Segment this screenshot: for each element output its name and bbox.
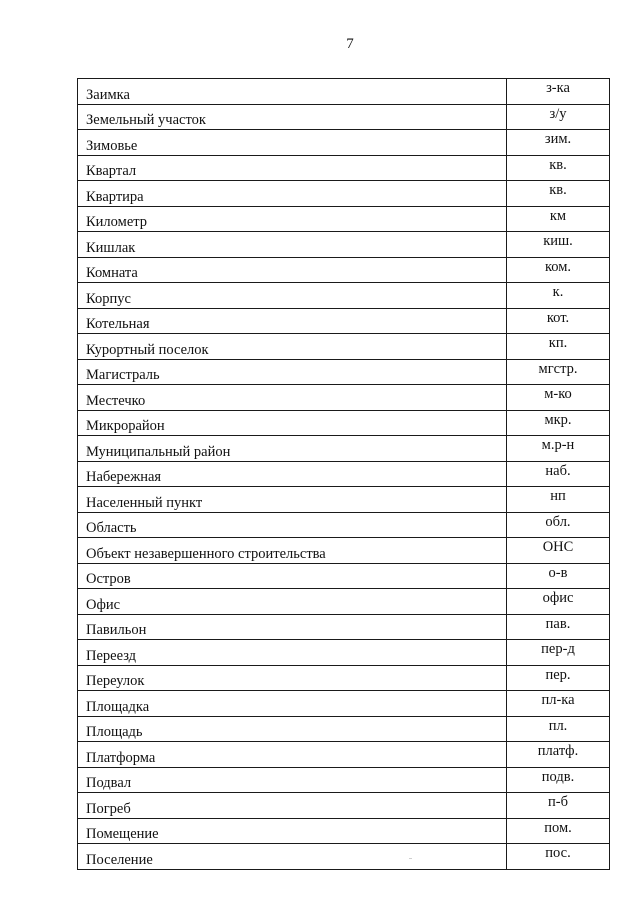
table-row: [78, 308, 610, 334]
abbreviation-cell: зим.: [507, 130, 610, 156]
term-cell: Котельная: [78, 308, 507, 334]
table-row: [78, 104, 610, 130]
abbreviation-cell: пер.: [507, 665, 610, 691]
term-cell: Остров: [78, 563, 507, 589]
term-cell: Кишлак: [78, 232, 507, 258]
term-cell: Комната: [78, 257, 507, 283]
table-row: [78, 181, 610, 207]
term-cell: Переезд: [78, 640, 507, 666]
table-row: [78, 155, 610, 181]
table-row: [78, 691, 610, 717]
abbreviation-cell: обл.: [507, 512, 610, 538]
term-cell: Офис: [78, 589, 507, 615]
table-row: [78, 130, 610, 156]
table-row: [78, 665, 610, 691]
term-cell: Заимка: [78, 79, 507, 105]
abbreviation-cell: мкр.: [507, 410, 610, 436]
table-row: [78, 512, 610, 538]
table-row: [78, 359, 610, 385]
abbreviation-cell: з-ка: [507, 79, 610, 105]
term-cell: Муниципальный район: [78, 436, 507, 462]
abbreviation-cell: мгстр.: [507, 359, 610, 385]
table-row: [78, 640, 610, 666]
page-number: 7: [346, 36, 354, 52]
abbreviation-cell: п-б: [507, 793, 610, 819]
term-cell: Подвал: [78, 767, 507, 793]
table-row: [78, 206, 610, 232]
abbreviation-cell: м.р-н: [507, 436, 610, 462]
term-cell: Павильон: [78, 614, 507, 640]
term-cell: Платформа: [78, 742, 507, 768]
table-row: [78, 385, 610, 411]
term-cell: Погреб: [78, 793, 507, 819]
term-cell: Поселение: [78, 844, 507, 870]
abbreviation-cell: ОНС: [507, 538, 610, 564]
abbreviations-table: [77, 78, 610, 870]
abbreviation-cell: кот.: [507, 308, 610, 334]
abbreviation-cell: пл-ка: [507, 691, 610, 717]
abbreviation-cell: к.: [507, 283, 610, 309]
table-row: [78, 793, 610, 819]
table-row: [78, 538, 610, 564]
abbreviation-cell: ком.: [507, 257, 610, 283]
term-cell: Квартал: [78, 155, 507, 181]
term-cell: Площадка: [78, 691, 507, 717]
term-cell: Зимовье: [78, 130, 507, 156]
term-cell: Населенный пункт: [78, 487, 507, 513]
abbreviation-cell: кв.: [507, 155, 610, 181]
term-cell: Набережная: [78, 461, 507, 487]
term-cell: Область: [78, 512, 507, 538]
table-row: [78, 767, 610, 793]
table-row: [78, 818, 610, 844]
table-row: [78, 716, 610, 742]
term-cell: Курортный поселок: [78, 334, 507, 360]
term-cell: Магистраль: [78, 359, 507, 385]
abbreviation-cell: км: [507, 206, 610, 232]
term-cell: Корпус: [78, 283, 507, 309]
abbreviation-cell: киш.: [507, 232, 610, 258]
abbreviation-cell: пос.: [507, 844, 610, 870]
abbreviation-cell: о-в: [507, 563, 610, 589]
abbreviation-cell: подв.: [507, 767, 610, 793]
table-row: [78, 742, 610, 768]
table-row: [78, 614, 610, 640]
table-row: [78, 589, 610, 615]
table-row: [78, 334, 610, 360]
table-row: [78, 79, 610, 105]
abbreviation-cell: з/у: [507, 104, 610, 130]
term-cell: Километр: [78, 206, 507, 232]
abbreviation-cell: пер-д: [507, 640, 610, 666]
abbreviation-cell: платф.: [507, 742, 610, 768]
table-row: [78, 461, 610, 487]
scan-artifact: [409, 858, 412, 859]
term-cell: Объект незавершенного строительства: [78, 538, 507, 564]
term-cell: Земельный участок: [78, 104, 507, 130]
table-row: [78, 436, 610, 462]
table-row: [78, 487, 610, 513]
abbreviation-cell: пл.: [507, 716, 610, 742]
term-cell: Переулок: [78, 665, 507, 691]
term-cell: Микрорайон: [78, 410, 507, 436]
table-row: [78, 283, 610, 309]
table-row: [78, 844, 610, 870]
abbreviation-cell: нп: [507, 487, 610, 513]
term-cell: Квартира: [78, 181, 507, 207]
table-row: [78, 257, 610, 283]
table-row: [78, 232, 610, 258]
term-cell: Помещение: [78, 818, 507, 844]
abbreviation-cell: наб.: [507, 461, 610, 487]
abbreviation-cell: пав.: [507, 614, 610, 640]
term-cell: Площадь: [78, 716, 507, 742]
table-body: [78, 79, 610, 870]
abbreviation-cell: кп.: [507, 334, 610, 360]
term-cell: Местечко: [78, 385, 507, 411]
abbreviation-cell: пом.: [507, 818, 610, 844]
abbreviation-cell: м-ко: [507, 385, 610, 411]
table-row: [78, 563, 610, 589]
abbreviation-cell: кв.: [507, 181, 610, 207]
table-row: [78, 410, 610, 436]
abbreviation-cell: офис: [507, 589, 610, 615]
